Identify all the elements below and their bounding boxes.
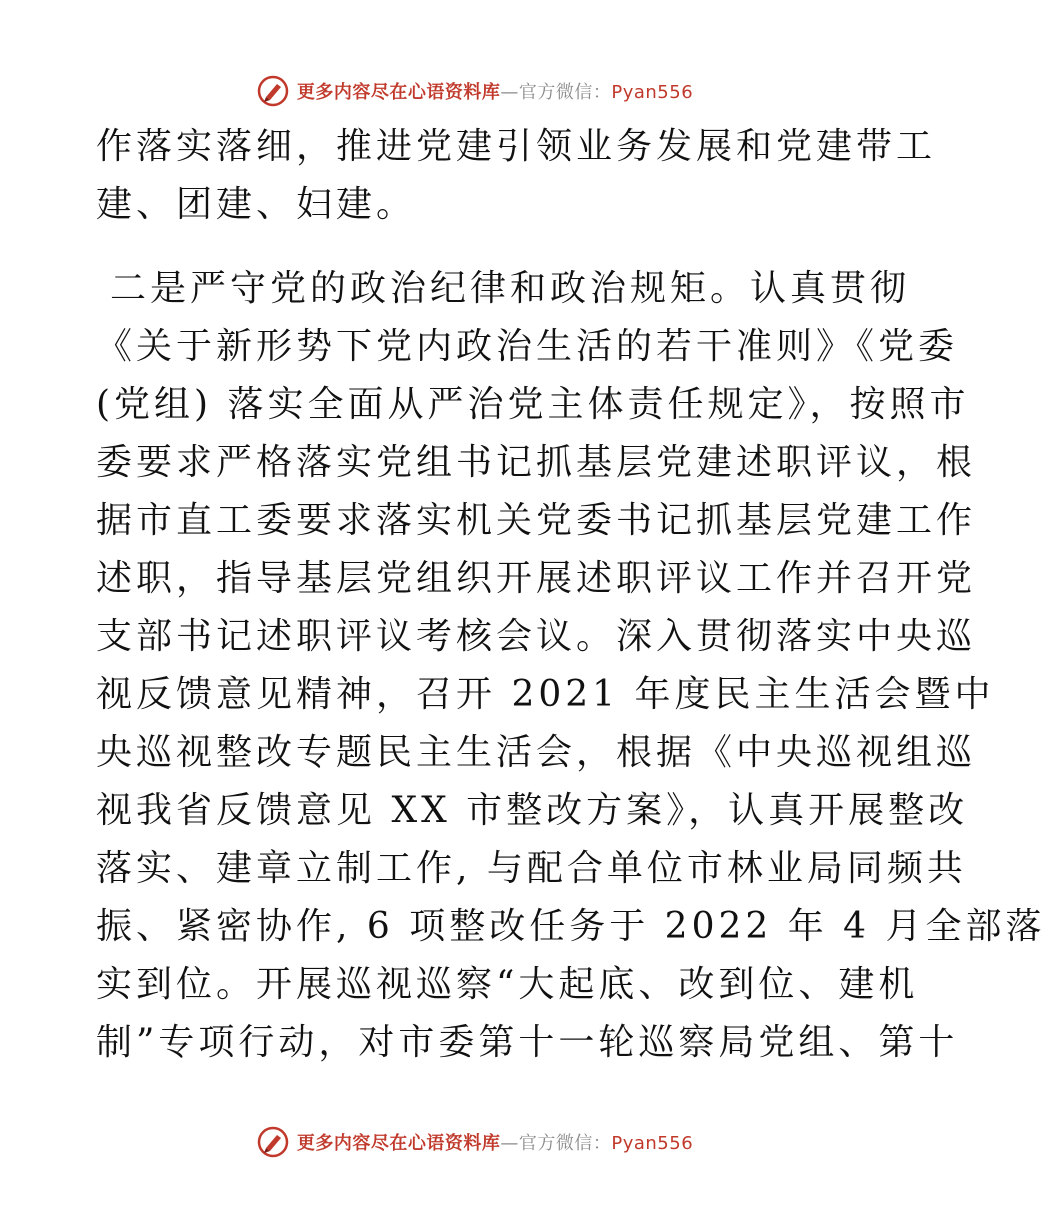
pen-logo-icon	[257, 75, 289, 107]
watermark-contact-text: 官方微信：	[518, 1133, 612, 1154]
watermark-library-text: 更多内容尽在心语资料库	[296, 82, 501, 103]
text-line: 央巡视整改专题民主生活会，根据《中央巡视组巡	[96, 732, 977, 773]
watermark-text	[297, 78, 693, 104]
text-line: (党组) 落实全面从严治党主体责任规定》，按照市	[96, 384, 970, 425]
pen-logo-icon	[257, 1126, 289, 1158]
text-line: 振、紧密协作, 6 项整改任务于 2022 年 4 月全部落	[96, 906, 1046, 947]
text-line: 据市直工委要求落实机关党委书记抓基层党建工作	[96, 500, 977, 541]
text-line: 制”专项行动，对市委第十一轮巡察局党组、第十	[96, 1022, 959, 1063]
text-line: 二是严守党的政治纪律和政治规矩。认真贯彻	[110, 268, 911, 309]
text-line: 视我省反馈意见 XX 市整改方案》，认真开展整改	[96, 790, 969, 831]
watermark-wechat-id: Pyan556	[611, 1133, 694, 1154]
text-line: 《关于新形势下党内政治生活的若干准则》《党委	[96, 326, 959, 367]
watermark-library-text: 更多内容尽在心语资料库	[296, 1133, 501, 1154]
paragraph-1	[96, 118, 937, 234]
paragraph-spacer	[96, 234, 856, 260]
text-line: 委要求严格落实党组书记抓基层党建述职评议，根	[96, 442, 977, 483]
text-line: 实到位。开展巡视巡察“大起底、改到位、建机	[96, 964, 919, 1005]
text-line: 视反馈意见精神，召开 2021 年度民主生活会暨中	[96, 674, 995, 715]
text-line: 作落实落细，推进党建引领业务发展和党建带工	[96, 126, 937, 167]
watermark-contact-text: 官方微信：	[518, 82, 612, 103]
text-line: 述职，指导基层党组织开展述职评议工作并召开党	[96, 558, 977, 599]
text-line: 建、团建、妇建。	[96, 184, 417, 225]
footer-watermark	[0, 1122, 950, 1162]
watermark-separator: —	[500, 82, 519, 103]
text-line: 落实、建章立制工作, 与配合单位市林业局同频共	[96, 848, 967, 889]
watermark-wechat-id: Pyan556	[611, 82, 694, 103]
text-line: 支部书记述职评议考核会议。深入贯彻落实中央巡	[96, 616, 977, 657]
document-body	[96, 118, 1046, 1072]
watermark-text	[297, 1129, 693, 1155]
header-watermark	[0, 71, 950, 111]
paragraph-2	[96, 260, 1046, 1072]
watermark-separator: —	[500, 1133, 519, 1154]
